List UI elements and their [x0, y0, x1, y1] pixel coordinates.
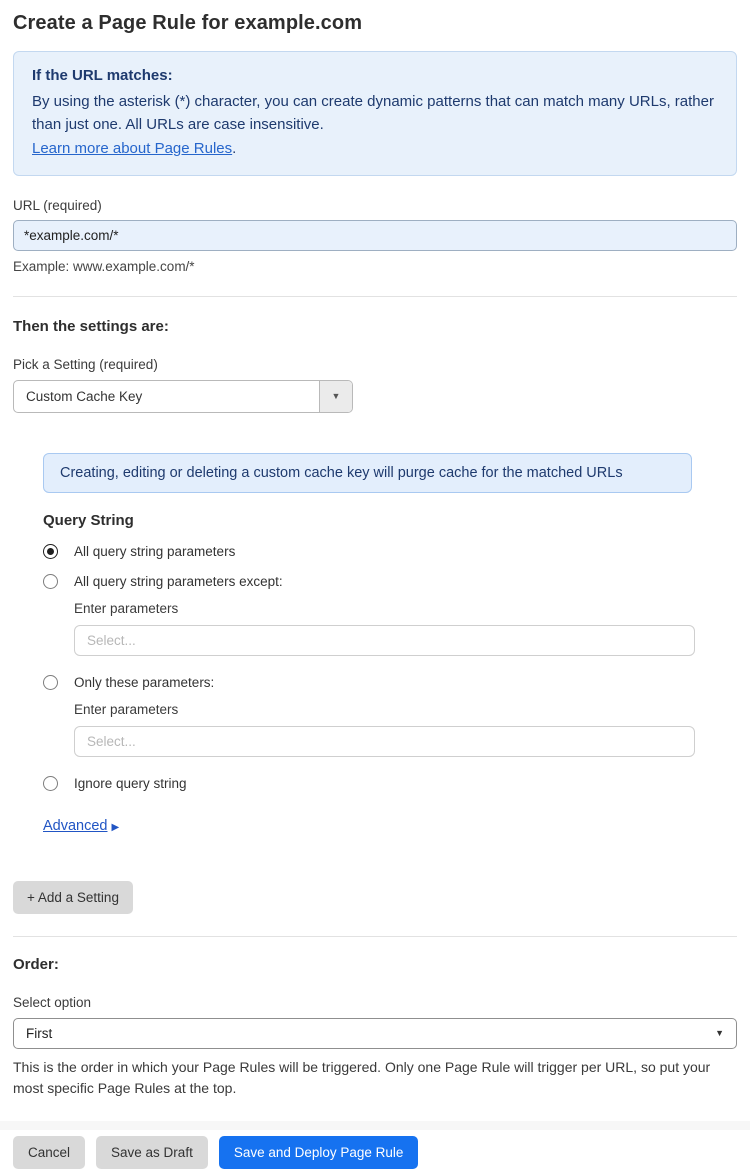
advanced-link-label: Advanced — [43, 817, 108, 834]
info-box-link-row — [32, 137, 718, 161]
pick-setting-label: Pick a Setting (required) — [13, 356, 158, 372]
info-box-heading: If the URL matches: — [32, 67, 173, 84]
radio-all-params-except-label: All query string parameters except: — [74, 573, 283, 589]
chevron-down-icon: ▼ — [715, 1028, 724, 1039]
cancel-button[interactable]: Cancel — [13, 1136, 85, 1169]
url-input[interactable] — [13, 220, 737, 251]
info-box-body: By using the asterisk (*) character, you can create dynamic patterns that can match many URLs, rather than just one. All URLs are case insensitive. — [32, 92, 714, 134]
radio-all-params[interactable] — [43, 544, 737, 559]
only-parameters-block — [74, 702, 737, 757]
order-select-label: Select option — [13, 994, 92, 1010]
radio-only-params-label: Only these parameters: — [74, 674, 215, 690]
radio-button-icon[interactable] — [43, 675, 58, 690]
order-heading: Order: — [13, 955, 59, 973]
order-help-text: This is the order in which your Page Rules will be triggered. Only one Page Rule will trigger per URL, so put your most specific Page Rules at the top. — [13, 1058, 711, 1097]
except-parameters-block — [74, 601, 737, 656]
divider-top — [13, 296, 737, 297]
except-parameters-label: Enter parameters — [74, 600, 179, 616]
save-and-deploy-button[interactable]: Save and Deploy Page Rule — [219, 1136, 419, 1169]
order-dropdown[interactable] — [13, 1018, 737, 1049]
radio-button-icon[interactable] — [43, 776, 58, 791]
radio-all-params-except[interactable] — [43, 574, 737, 589]
advanced-link[interactable] — [43, 818, 119, 834]
url-match-info-box — [13, 51, 737, 176]
page-title: Create a Page Rule for example.com — [13, 12, 363, 34]
radio-only-params[interactable] — [43, 675, 737, 690]
radio-ignore-query-string[interactable] — [43, 776, 737, 791]
chevron-down-icon[interactable]: ▼ — [319, 381, 352, 412]
setting-dropdown-value: Custom Cache Key — [26, 388, 143, 404]
save-as-draft-button[interactable]: Save as Draft — [96, 1136, 208, 1169]
add-setting-button[interactable]: + Add a Setting — [13, 881, 133, 914]
page-bottom-strip — [0, 1121, 750, 1130]
radio-all-params-label: All query string parameters — [74, 543, 236, 559]
spacer — [43, 656, 737, 660]
only-parameters-input[interactable] — [74, 726, 695, 757]
settings-heading: Then the settings are: — [13, 317, 169, 335]
query-string-section — [43, 512, 737, 835]
learn-more-link[interactable]: Learn more about Page Rules — [32, 140, 233, 158]
only-parameters-label: Enter parameters — [74, 701, 179, 717]
chevron-right-icon: ▶ — [111, 821, 120, 833]
order-dropdown-value: First — [26, 1025, 53, 1041]
radio-button-icon[interactable] — [43, 574, 58, 589]
radio-ignore-query-string-label: Ignore query string — [74, 775, 187, 791]
cache-key-notice: Creating, editing or deleting a custom cache key will purge cache for the matched URLs — [43, 453, 692, 493]
url-field-label: URL (required) — [13, 197, 102, 213]
url-example-text: Example: www.example.com/* — [13, 258, 195, 274]
query-string-heading: Query String — [43, 511, 134, 529]
setting-dropdown[interactable] — [13, 380, 353, 413]
spacer — [43, 757, 737, 761]
radio-button-icon[interactable] — [43, 544, 58, 559]
except-parameters-input[interactable] — [74, 625, 695, 656]
divider-middle — [13, 936, 737, 937]
link-period: . — [232, 140, 237, 158]
footer-actions — [13, 1136, 737, 1169]
